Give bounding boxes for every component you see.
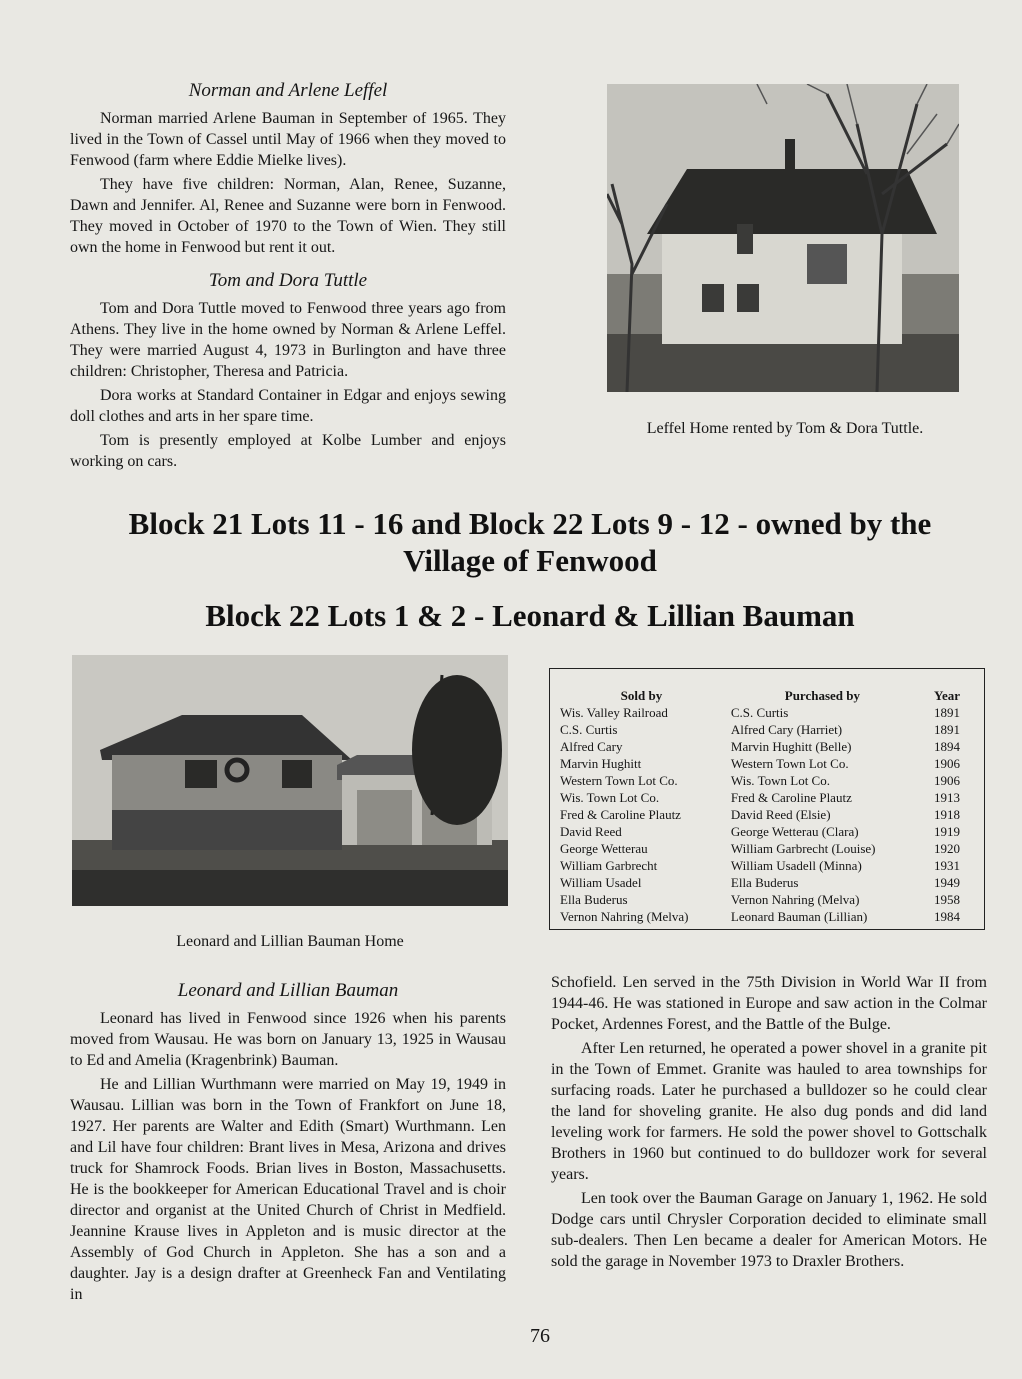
sold-by-cell: Marvin Hughitt xyxy=(560,756,642,771)
purchased-by-cell: Ella Buderus xyxy=(730,875,799,890)
page-number: 76 xyxy=(530,1325,550,1347)
leffel-title: Norman and Arlene Leffel xyxy=(188,80,388,101)
table-header: Sold by xyxy=(620,688,663,703)
sold-by-cell: C.S. Curtis xyxy=(560,722,618,737)
table-header: Purchased by xyxy=(784,688,861,703)
table-row xyxy=(556,704,978,721)
table-header: Year xyxy=(934,688,960,703)
house-illustration xyxy=(607,84,959,392)
year-cell: 1906 xyxy=(934,773,960,788)
year-cell: 1984 xyxy=(934,909,960,924)
table-row xyxy=(556,840,978,857)
table-row xyxy=(556,755,978,772)
table-row xyxy=(556,738,978,755)
sales-table-body xyxy=(556,704,978,925)
sales-table xyxy=(556,687,978,925)
purchased-by-cell: C.S. Curtis xyxy=(730,705,789,720)
block22-heading: Block 22 Lots 1 & 2 - Leonard & Lillian Bauman xyxy=(205,598,855,633)
purchased-by-cell: David Reed (Elsie) xyxy=(730,807,831,822)
year-cell: 1958 xyxy=(934,892,960,907)
purchased-by-cell: George Wetterau (Clara) xyxy=(730,824,859,839)
purchased-by-cell: Western Town Lot Co. xyxy=(730,756,849,771)
table-row xyxy=(556,857,978,874)
table-row xyxy=(556,891,978,908)
sold-by-cell: George Wetterau xyxy=(560,841,648,856)
year-cell: 1891 xyxy=(934,722,960,737)
house-illustration xyxy=(72,655,508,906)
year-cell: 1931 xyxy=(934,858,960,873)
year-cell: 1913 xyxy=(934,790,960,805)
sold-by-cell: William Garbrecht xyxy=(560,858,658,873)
purchased-by-cell: Leonard Bauman (Lillian) xyxy=(730,909,868,924)
bauman-paragraph: Schofield. Len served in the 75th Division in World War II from 1944-46. He was stationed in Europe and saw action in the Colmar Pocket, Ardennes Forest, and the Battle of the Bulge. xyxy=(551,974,987,1033)
tuttle-paragraph: Dora works at Standard Container in Edgar and enjoys sewing doll clothes and arts in her spare time. xyxy=(70,387,506,425)
leffel-paragraph: They have five children: Norman, Alan, Renee, Suzanne, Dawn and Jennifer. Al, Renee and Suzanne were born in Fenwood. They moved in October of 1970 to the Town of Wien. They still own the home in Fenwood but rent it out. xyxy=(70,176,506,256)
table-header-row xyxy=(556,687,978,704)
sold-by-cell: Ella Buderus xyxy=(560,892,628,907)
table-row xyxy=(556,806,978,823)
year-cell: 1920 xyxy=(934,841,960,856)
bauman-paragraph: Leonard has lived in Fenwood since 1926 when his parents moved from Wausau. He was born on January 13, 1925 in Wausau to Ed and Amelia (Kragenbrink) Bauman. xyxy=(70,1010,506,1069)
purchased-by-cell: William Garbrecht (Louise) xyxy=(730,841,876,856)
tuttle-paragraph: Tom and Dora Tuttle moved to Fenwood three years ago from Athens. They live in the home owned by Norman & Arlene Leffel. They were married August 4, 1973 in Burlington and have three children: Christopher, Theresa and Patricia. xyxy=(70,300,506,380)
table-row xyxy=(556,789,978,806)
bauman-paragraph: After Len returned, he operated a power shovel in a granite pit in the Town of Emmet. Granite was hauled to area townships for surfacing roads. Later he purchased a bulldozer so he could clear the land for shoveling granite. He also dug ponds and did land leveling work for farmers. He sold the power shovel to Gottschalk Brothers in 1960 but continued to do bulldozer work for several years. xyxy=(551,1040,987,1183)
sold-by-cell: Fred & Caroline Plautz xyxy=(560,807,681,822)
sold-by-cell: Alfred Cary xyxy=(560,739,623,754)
year-cell: 1919 xyxy=(934,824,960,839)
purchased-by-cell: Wis. Town Lot Co. xyxy=(730,773,830,788)
year-cell: 1906 xyxy=(934,756,960,771)
sold-by-cell: William Usadel xyxy=(560,875,642,890)
bauman-left-column xyxy=(70,980,506,1308)
table-row xyxy=(556,908,978,925)
purchased-by-cell: Fred & Caroline Plautz xyxy=(730,790,852,805)
bauman-right-column xyxy=(551,972,987,1275)
bauman-paragraph: Len took over the Bauman Garage on January 1, 1962. He sold Dodge cars until Chrysler Corporation decided to eliminate small sub-dealers. Then Len became a dealer for American Motors. He sold the garage in November 1973 to Draxler Brothers. xyxy=(551,1190,987,1270)
leffel-paragraph: Norman married Arlene Bauman in September of 1965. They lived in the Town of Cassel until May of 1966 when they moved to Fenwood (farm where Eddie Mielke lives). xyxy=(70,110,506,169)
table-row xyxy=(556,721,978,738)
sold-by-cell: David Reed xyxy=(560,824,622,839)
sold-by-cell: Wis. Town Lot Co. xyxy=(560,790,660,805)
year-cell: 1894 xyxy=(934,739,960,754)
bauman-home-photo xyxy=(72,655,508,906)
bauman-paragraph: He and Lillian Wurthmann were married on May 19, 1949 in Wausau. Lillian was born in the Town of Frankfort on June 18, 1927. Her parents are Walter and Edith (Smart) Wurthmann. Len and Lil have four children: Brant lives in Mesa, Arizona and drives truck for Shamrock Foods. Brian lives in Boston, Massachusetts. He is the bookkeeper for American Educational Travel and is choir director and organist at the United Church of Christ in Medfield. Jeannine Krause lives in Appleton and is music director at the Assembly of God Church in Appleton. She has a son and a daughter. Jay is a design drafter at Greenheck Fan and Ventilating in xyxy=(70,1076,506,1303)
leffel-tuttle-column xyxy=(70,80,506,475)
block21-heading: Block 21 Lots 11 - 16 and Block 22 Lots 9 - 12 - owned by the Village of Fenwood xyxy=(128,506,932,578)
tuttle-paragraph: Tom is presently employed at Kolbe Lumber and enjoys working on cars. xyxy=(70,432,506,470)
year-cell: 1949 xyxy=(934,875,960,890)
sales-history-table xyxy=(549,668,985,930)
year-cell: 1918 xyxy=(934,807,960,822)
purchased-by-cell: Alfred Cary (Harriet) xyxy=(730,722,843,737)
year-cell: 1891 xyxy=(934,705,960,720)
leffel-photo-caption: Leffel Home rented by Tom & Dora Tuttle. xyxy=(646,420,924,437)
bauman-photo-caption: Leonard and Lillian Bauman Home xyxy=(176,933,404,950)
purchased-by-cell: Marvin Hughitt (Belle) xyxy=(730,739,852,754)
bauman-title: Leonard and Lillian Bauman xyxy=(177,980,399,1001)
tuttle-title: Tom and Dora Tuttle xyxy=(208,270,368,291)
sold-by-cell: Western Town Lot Co. xyxy=(560,773,678,788)
table-row xyxy=(556,823,978,840)
table-row xyxy=(556,772,978,789)
table-row xyxy=(556,874,978,891)
purchased-by-cell: William Usadell (Minna) xyxy=(730,858,862,873)
purchased-by-cell: Vernon Nahring (Melva) xyxy=(730,892,860,907)
sold-by-cell: Wis. Valley Railroad xyxy=(560,705,668,720)
leffel-home-photo xyxy=(607,84,959,392)
sold-by-cell: Vernon Nahring (Melva) xyxy=(560,909,689,924)
